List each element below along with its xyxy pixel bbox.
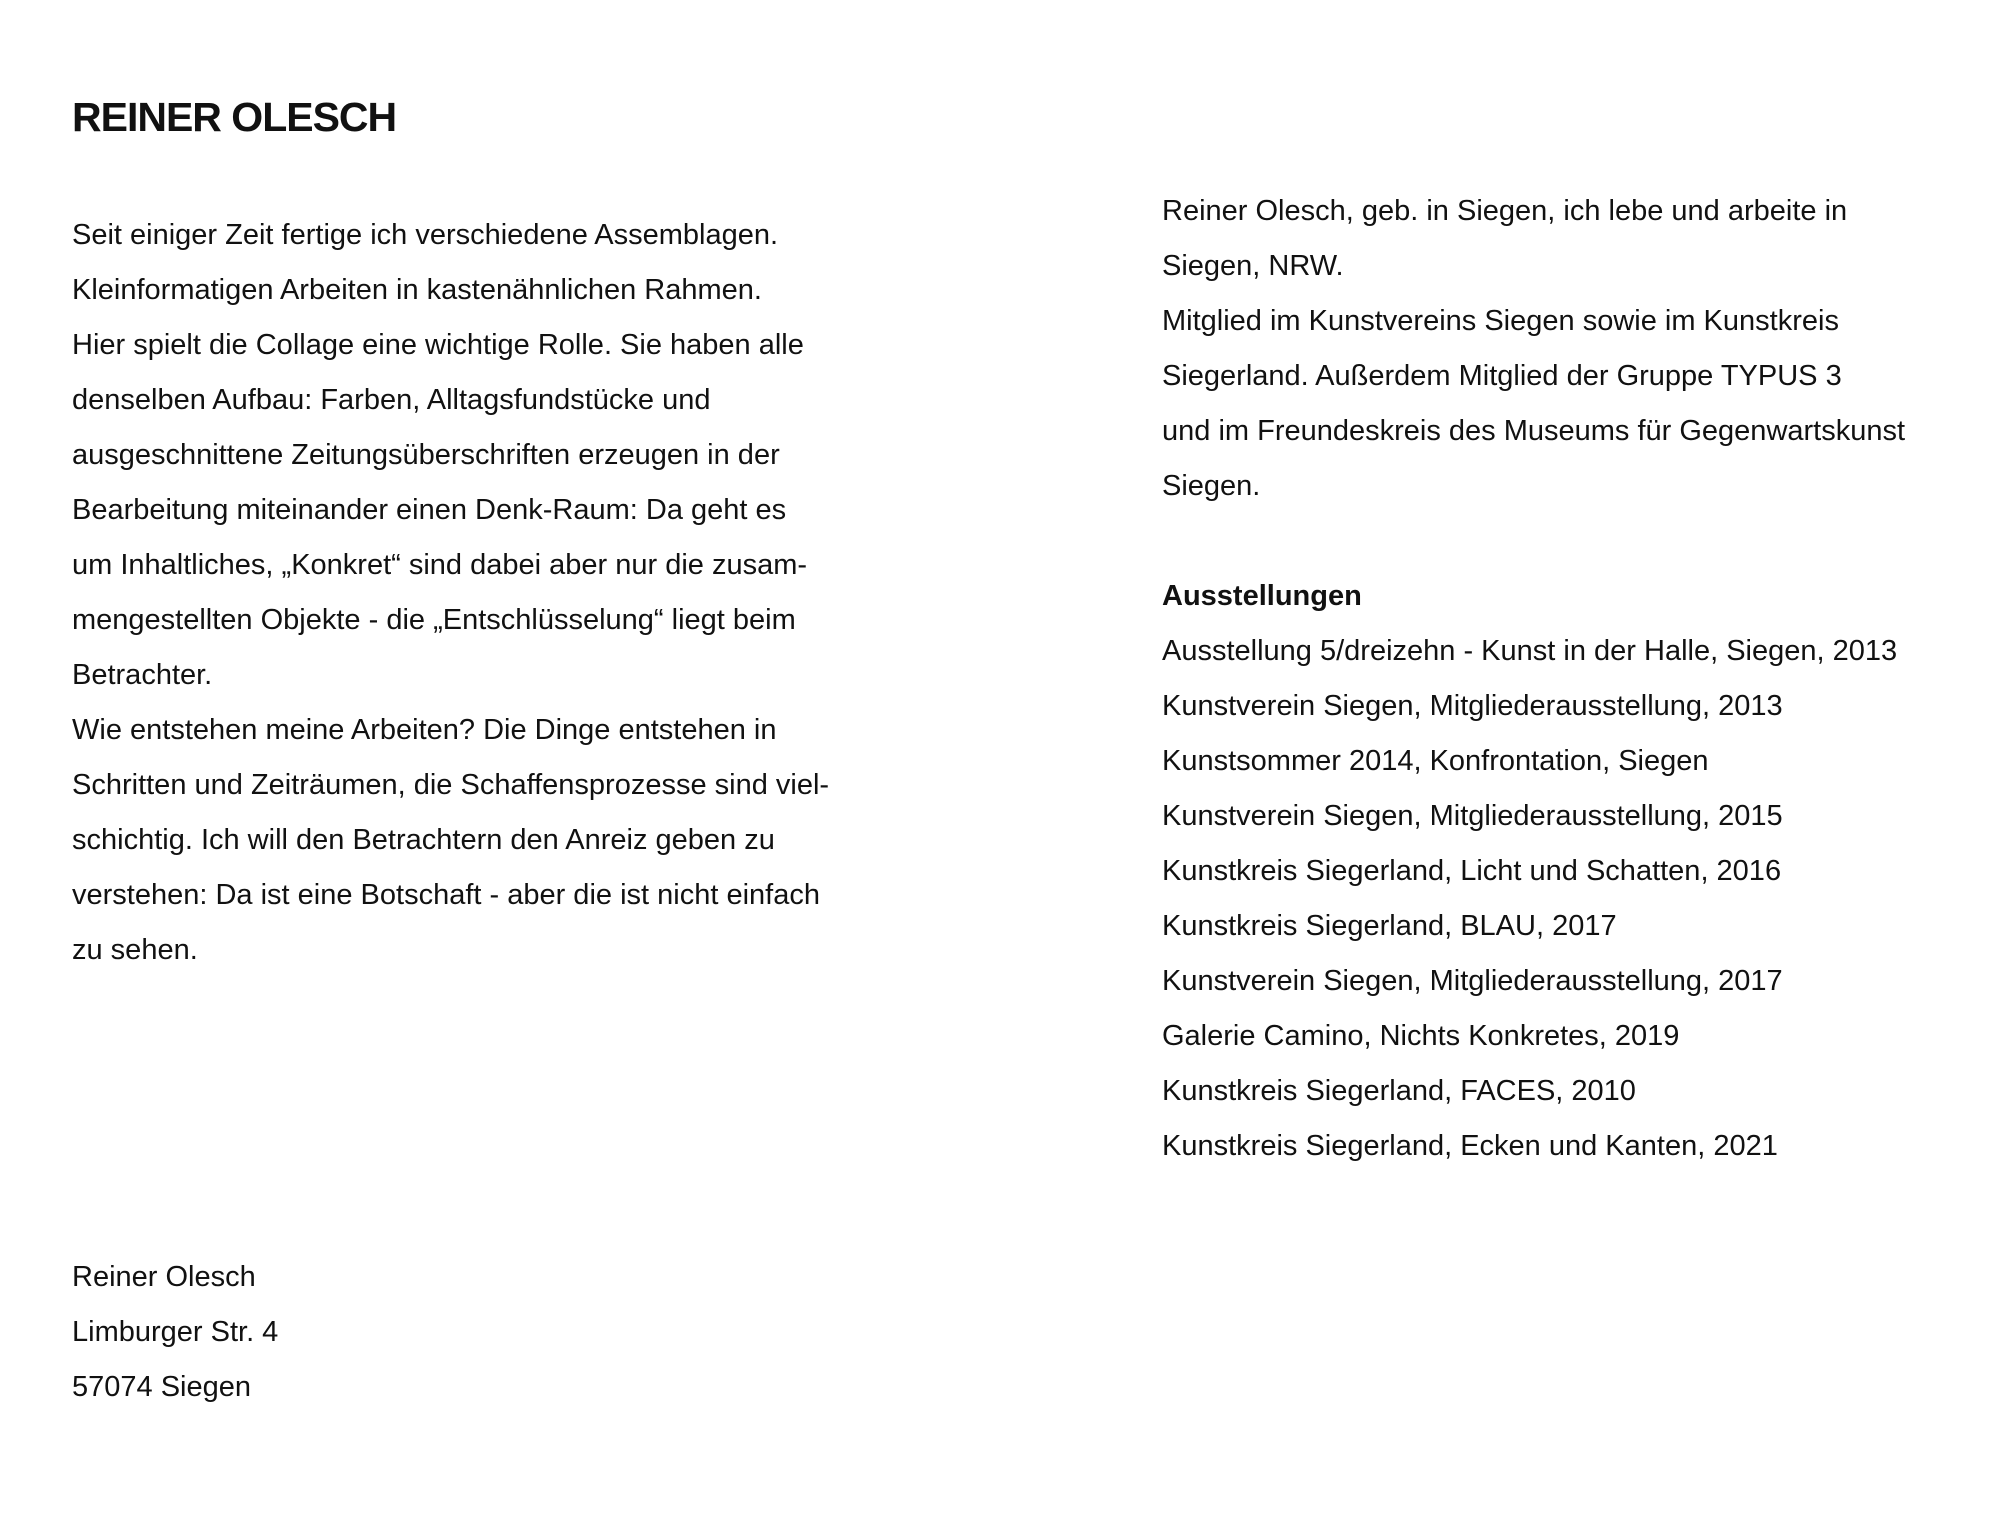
address-city: 57074 Siegen [72, 1371, 251, 1403]
artist-statement [72, 208, 872, 978]
exhibition-item: Ausstellung 5/dreizehn - Kunst in der Halle, Siegen, 2013 [1162, 635, 1898, 667]
statement-line: Schritten und Zeiträumen, die Schaffensprozesse sind viel- [72, 769, 830, 801]
exhibition-item: Kunstkreis Siegerland, Ecken und Kanten, 2021 [1162, 1130, 1778, 1162]
statement-line: Hier spielt die Collage eine wichtige Rolle. Sie haben alle [72, 329, 804, 361]
exhibitions-heading: Ausstellungen [1162, 580, 1362, 612]
bio-line: Siegen, NRW. [1162, 250, 1344, 282]
statement-line: Bearbeitung miteinander einen Denk-Raum: Da geht es [72, 494, 787, 526]
exhibition-item: Kunstkreis Siegerland, BLAU, 2017 [1162, 910, 1617, 942]
exhibition-item: Galerie Camino, Nichts Konkretes, 2019 [1162, 1020, 1680, 1052]
exhibition-item: Kunstkreis Siegerland, Licht und Schatten, 2016 [1162, 855, 1782, 887]
address-name: Reiner Olesch [72, 1261, 256, 1293]
bio-line: Siegerland. Außerdem Mitglied der Gruppe TYPUS 3 [1162, 360, 1842, 392]
exhibition-item: Kunstsommer 2014, Konfrontation, Siegen [1162, 745, 1709, 777]
bio-line: Mitglied im Kunstvereins Siegen sowie im Kunstkreis [1162, 305, 1839, 337]
statement-line: Kleinformatigen Arbeiten in kastenähnlichen Rahmen. [72, 274, 762, 306]
exhibition-item: Kunstkreis Siegerland, FACES, 2010 [1162, 1075, 1636, 1107]
statement-line: ausgeschnittene Zeitungsüberschriften erzeugen in der [72, 439, 780, 471]
statement-line: denselben Aufbau: Farben, Alltagsfundstücke und [72, 384, 711, 416]
exhibition-item: Kunstverein Siegen, Mitgliederausstellung, 2017 [1162, 965, 1783, 997]
bio-line: und im Freundeskreis des Museums für Gegenwartskunst [1162, 415, 1906, 447]
bio-line: Reiner Olesch, geb. in Siegen, ich lebe und arbeite in [1162, 195, 1848, 227]
statement-line: verstehen: Da ist eine Botschaft - aber die ist nicht einfach [72, 879, 820, 911]
page-title: REINER OLESCH [72, 94, 397, 140]
artist-bio [1162, 184, 1982, 1174]
contact-address [72, 1250, 278, 1415]
statement-line: zu sehen. [72, 934, 198, 966]
exhibition-item: Kunstverein Siegen, Mitgliederausstellung, 2013 [1162, 690, 1783, 722]
statement-line: um Inhaltliches, „Konkret“ sind dabei aber nur die zusam- [72, 549, 808, 581]
statement-line: Betrachter. [72, 659, 213, 691]
address-street: Limburger Str. 4 [72, 1316, 279, 1348]
statement-line: Seit einiger Zeit fertige ich verschiedene Assemblagen. [72, 219, 779, 251]
bio-line: Siegen. [1162, 470, 1261, 502]
exhibition-item: Kunstverein Siegen, Mitgliederausstellung, 2015 [1162, 800, 1783, 832]
statement-line: Wie entstehen meine Arbeiten? Die Dinge entstehen in [72, 714, 777, 746]
statement-line: mengestellten Objekte - die „Entschlüsselung“ liegt beim [72, 604, 796, 636]
statement-line: schichtig. Ich will den Betrachtern den Anreiz geben zu [72, 824, 775, 856]
